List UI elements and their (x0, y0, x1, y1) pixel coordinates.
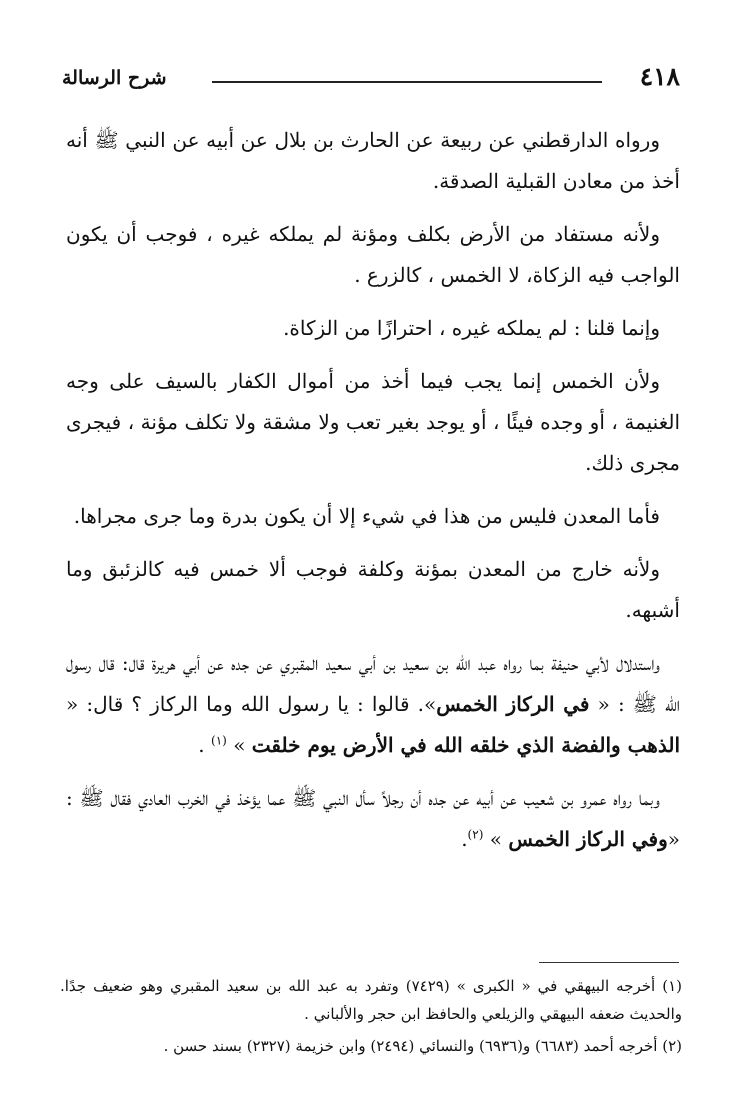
hadith-middle: ». قالوا : يا رسول الله وما الركاز ؟ قال: « (66, 692, 437, 716)
hadith-quote: في الركاز الخمس (436, 692, 590, 716)
paragraph: ولأنه مستفاد من الأرض بكلف ومؤنة لم يملكه غيره ، فوجب أن يكون الواجب فيه الزكاة، لا الخمس ، كالزرع . (66, 222, 680, 287)
footnotes (60, 972, 682, 1064)
paragraph: فأما المعدن فليس من هذا في شيء إلا أن يكون بدرة وما جرى مجراها. (73, 504, 660, 528)
paragraph: ولأن الخمس إنما يجب فيما أخذ من أموال الكفار بالسيف على وجه الغنيمة ، أو وجده فيئًا ، أو يوجد بغير تعب ولا مشقة ولا تكلف مؤنة ، فيجرى مجرى ذلك. (66, 369, 680, 475)
page-header (62, 62, 680, 96)
paragraph: ورواه الدارقطني عن ربيعة عن الحارث بن بلال عن أبيه عن النبي ﷺ أنه أخذ من معادن القبلية الصدقة. (66, 128, 680, 193)
hadith-intro: وبما رواه عمرو بن شعيب عن أبيه عن جده أن رجلاً سأل النبي ﷺ عما يؤخذ في الخرب العادي فقال ﷺ : « (66, 786, 680, 851)
main-text (66, 120, 680, 872)
footnote-reference: (٢) (467, 827, 484, 842)
footnote: (١) أخرجه البيهقي في « الكبرى » (٧٤٢٩) وتفرد به عبد الله بن سعيد المقبري وهو ضعيف جدًا. والحديث ضعفه البيهقي والزيلعي والحافظ ابن حجر والألباني . (60, 977, 682, 1023)
header-divider (212, 81, 602, 83)
hadith-paragraph (66, 643, 680, 766)
sentence-end: . (198, 733, 205, 757)
paragraph: وإنما قلنا : لم يملكه غيره ، احترازًا من الزكاة. (283, 316, 660, 340)
hadith-intro: واستدلال لأبي حنيفة بما رواه عبد الله بن سعيد بن أبي سعيد المقبري عن جده عن أبي هريرة قال: قال رسول الله ﷺ : « (66, 651, 681, 716)
quote-close: » (233, 733, 246, 757)
footnote: (٢) أخرجه أحمد (٦٦٨٣) و(٦٩٣٦) والنسائي (٢٤٩٤) وابن خزيمة (٢٣٢٧) بسند حسن . (163, 1037, 682, 1055)
footnote-reference: (١) (211, 733, 227, 748)
footnote-divider (539, 962, 679, 963)
page-number: ٤١٨ (639, 62, 680, 91)
hadith-quote: وفي الركاز الخمس (508, 827, 668, 851)
sentence-end: . (461, 827, 468, 851)
paragraph: ولأنه خارج من المعدن بمؤنة وكلفة فوجب ألا خمس فيه كالزئبق وما أشبهه. (66, 557, 680, 622)
hadith-paragraph (66, 778, 680, 860)
book-title: شرح الرسالة (62, 67, 167, 89)
hadith-quote: الذهب والفضة الذي خلقه الله في الأرض يوم خلقت (251, 733, 680, 757)
quote-close: » (489, 827, 502, 851)
